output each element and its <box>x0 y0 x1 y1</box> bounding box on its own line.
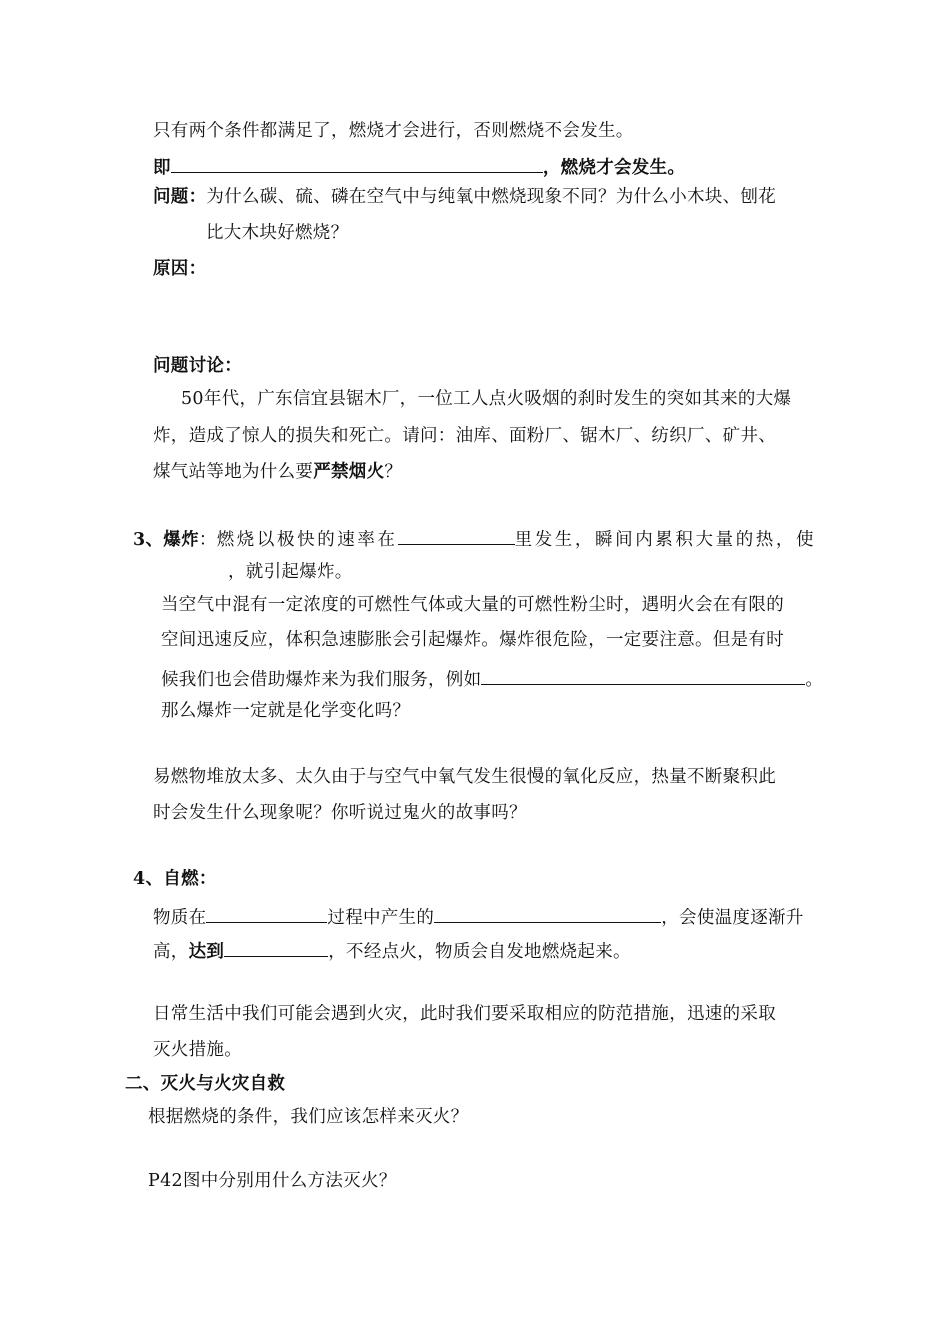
explosion-paragraph-1: 当空气中混有一定浓度的可燃性气体或大量的可燃性粉尘时，遇明火会在有限的 <box>161 595 784 615</box>
explosion-paragraph-2: 空间迅速反应，体积急速膨胀会引起爆炸。爆炸很危险，一定要注意。但是有时 <box>161 630 784 650</box>
strict-no-fire: 严禁烟火 <box>313 462 385 482</box>
explosion-definition-2: ，就引起爆炸。 <box>228 562 353 582</box>
extinguish-question: 根据燃烧的条件，我们应该怎样来灭火？ <box>148 1107 469 1127</box>
spontaneous-heading: 4、自燃： <box>133 869 217 889</box>
explosion-term: 爆炸 <box>163 530 199 550</box>
explosion-paragraph-3: 候我们也会借助爆炸来为我们服务，例如 。 <box>161 664 823 692</box>
blank-ignition-point[interactable] <box>224 936 328 957</box>
blank-explosion-example[interactable] <box>481 664 805 685</box>
daily-paragraph-2: 灭火措施。 <box>153 1040 242 1060</box>
discussion-heading: 问题讨论： <box>153 356 242 376</box>
slow-oxidation-paragraph-2: 时会发生什么现象呢？你听说过鬼火的故事吗？ <box>153 803 527 823</box>
ji-label: 即 <box>153 158 171 178</box>
explosion-question: 那么爆炸一定就是化学变化吗？ <box>161 701 411 721</box>
question-text: 为什么碳、硫、磷在空气中与纯氧中燃烧现象不同？为什么小木块、刨花 <box>206 187 777 207</box>
discussion-paragraph-3: 煤气站等地为什么要严禁烟火？ <box>153 462 403 482</box>
figure-question: P42图中分别用什么方法灭火？ <box>148 1171 397 1191</box>
question-line-2: 比大木块好燃烧？ <box>206 223 349 243</box>
daily-paragraph-1: 日常生活中我们可能会遇到火灾，此时我们要采取相应的防范措施，迅速的采取 <box>153 1004 776 1024</box>
fill-condition-line <box>153 152 685 180</box>
slow-oxidation-paragraph-1: 易燃物堆放太多、太久由于与空气中氧气发生很慢的氧化反应，热量不断聚积此 <box>153 767 776 787</box>
blank-explosion-space[interactable] <box>398 524 515 545</box>
reason-label: 原因： <box>153 259 207 279</box>
ji-tail: ，燃烧才会发生。 <box>542 158 686 178</box>
discussion-paragraph-1: 50年代，广东信宜县锯木厂，一位工人点火吸烟的刹时发生的突如其来的大爆 <box>181 389 792 409</box>
blank-process[interactable] <box>206 902 327 923</box>
explosion-definition: 3、爆炸：燃烧以极快的速率在 里发生，瞬间内累积大量的热，使 <box>133 524 816 552</box>
blank-heat-source[interactable] <box>434 902 661 923</box>
blank-burning-condition[interactable] <box>171 152 543 173</box>
spontaneous-line-1: 物质在 过程中产生的 ，会使温度逐渐升 <box>153 902 804 930</box>
question-label: 问题： <box>153 187 207 207</box>
discussion-paragraph-2: 炸，造成了惊人的损失和死亡。请问：油库、面粉厂、锯木厂、纺织厂、矿井、 <box>153 426 776 446</box>
spontaneous-line-2: 高，达到 ，不经点火，物质会自发地燃烧起来。 <box>153 936 631 964</box>
question-line <box>153 185 776 209</box>
reach-label: 达到 <box>188 942 225 962</box>
section-2-heading: 二、灭火与火灾自救 <box>125 1074 286 1094</box>
condition-line: 只有两个条件都满足了，燃烧才会进行，否则燃烧不会发生。 <box>153 121 634 141</box>
